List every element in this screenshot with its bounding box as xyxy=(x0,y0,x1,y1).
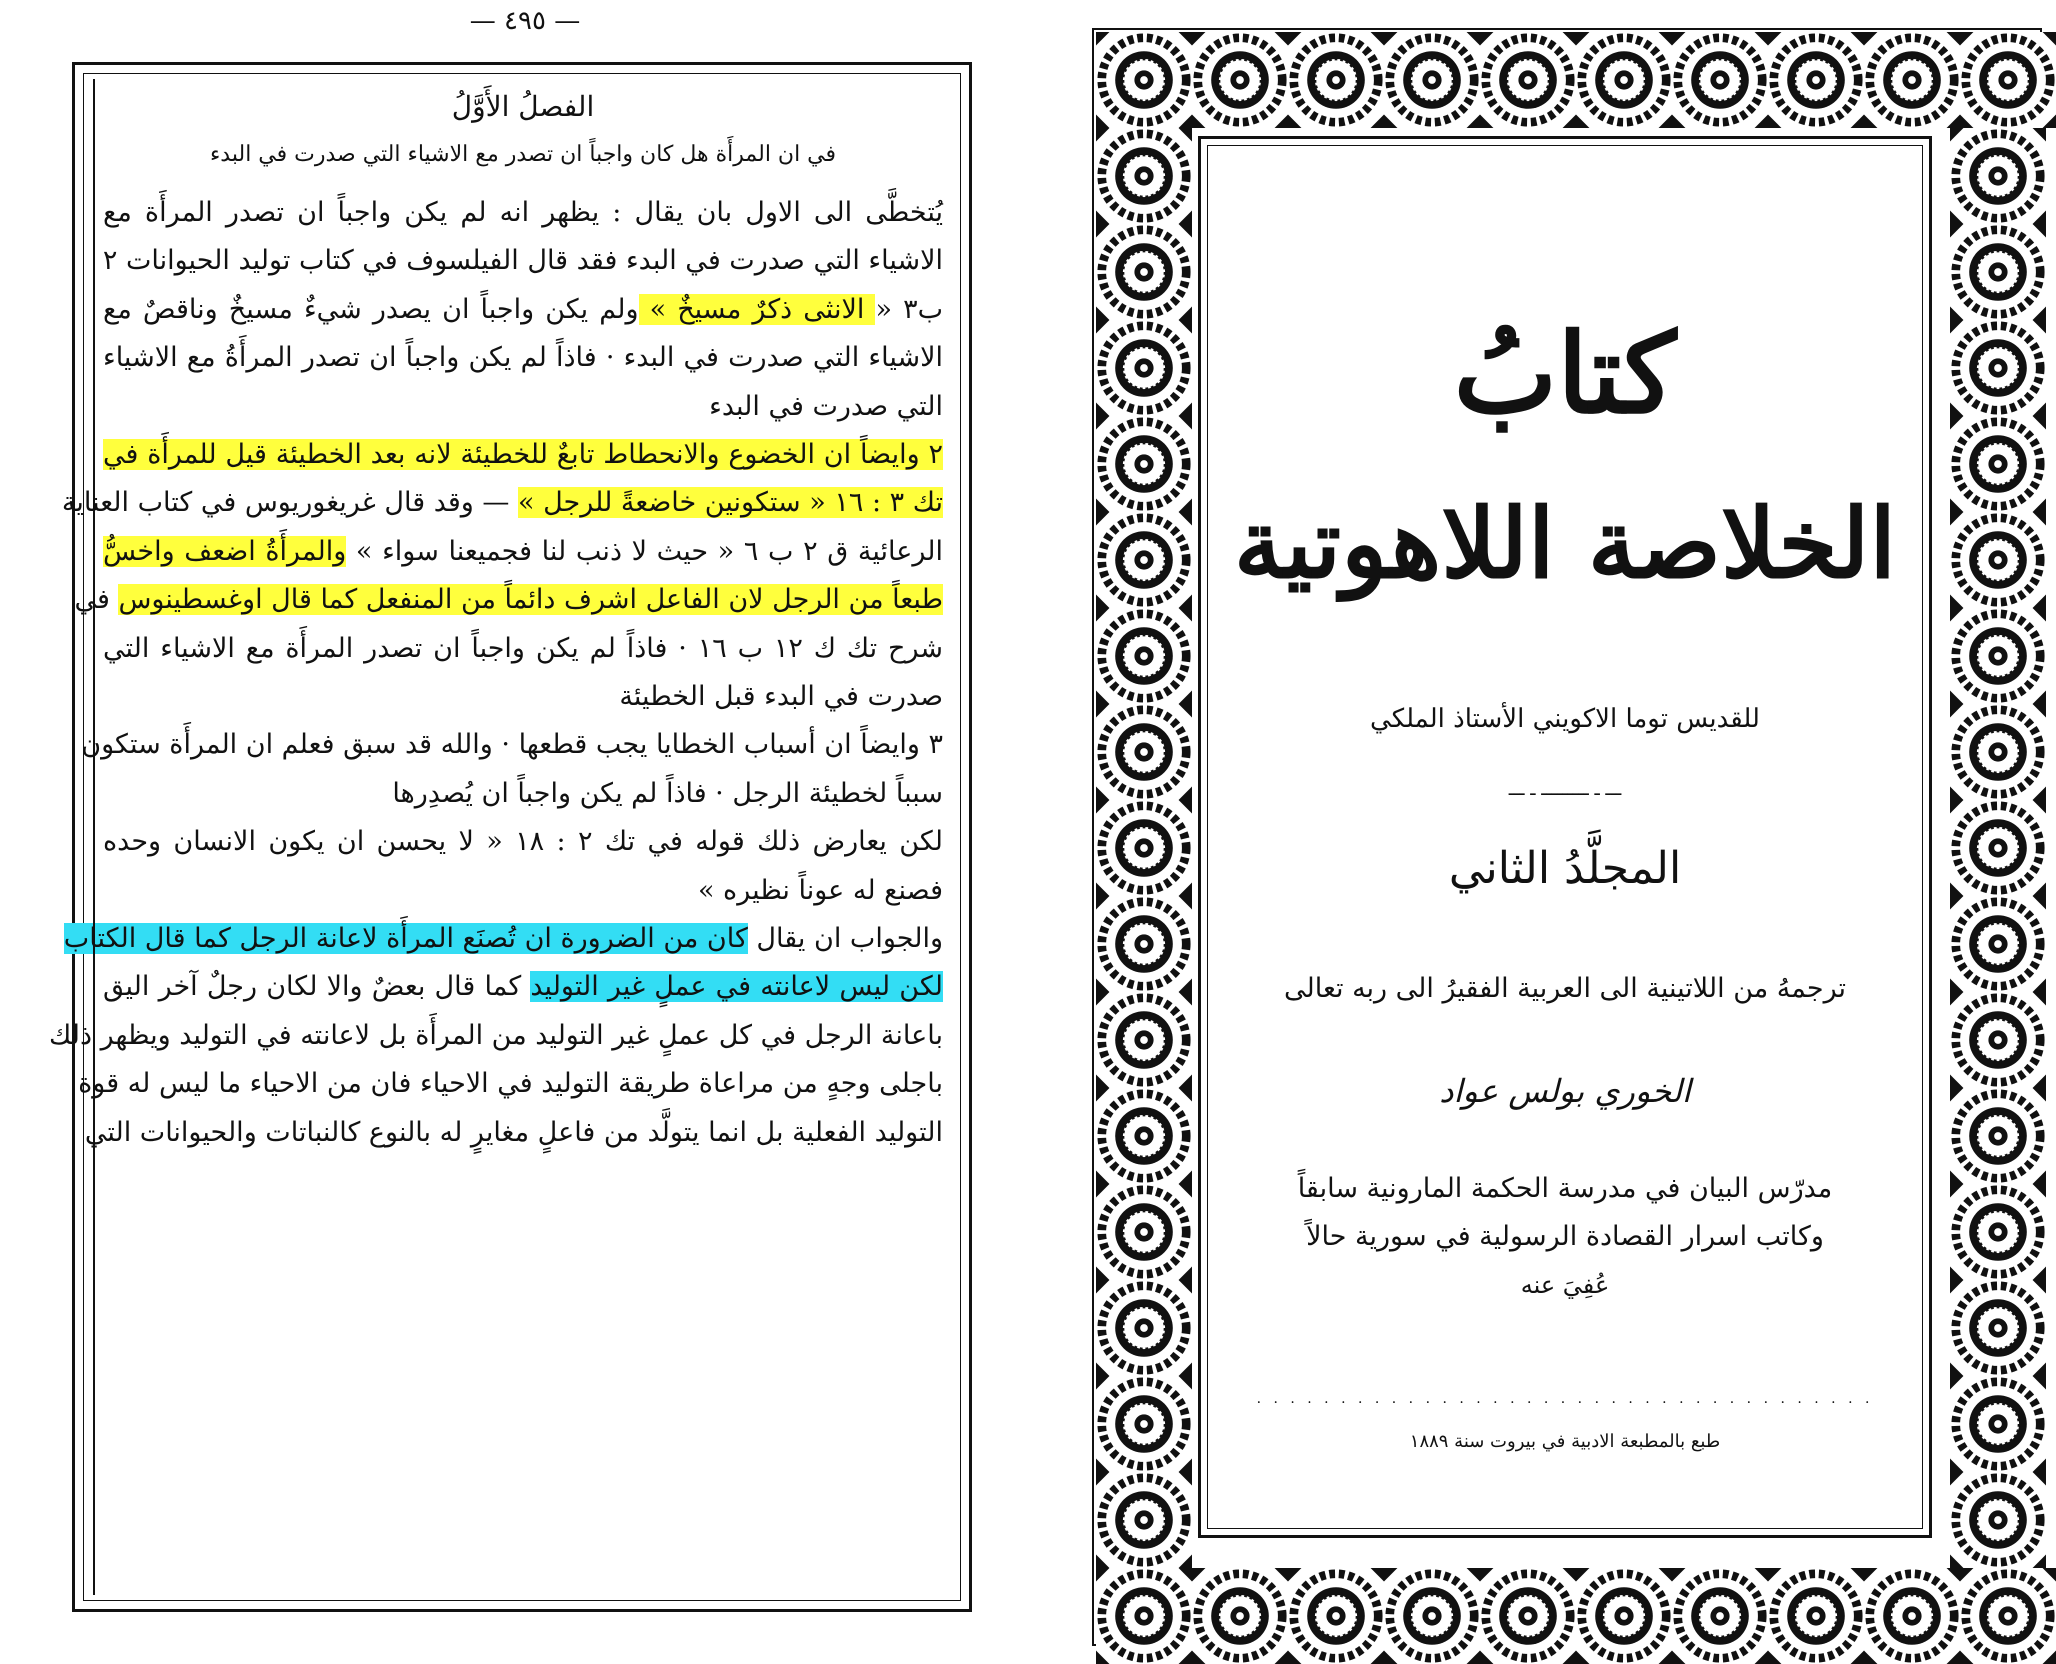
chapter-subtitle: في ان المرأَة هل كان واجباً ان تصدر مع الاشياء التي صدرت في البدء xyxy=(209,142,837,167)
volume-label: المجلَّدُ الثاني xyxy=(1448,843,1682,894)
rosette-ornament xyxy=(1768,32,1864,128)
rosette-ornament xyxy=(1288,1568,1384,1664)
rosette-ornament xyxy=(1768,1568,1864,1664)
separator-dashes: ـــ ـ ـــــــــ ـ ـــ xyxy=(1508,779,1622,800)
book-title: الخلاصة اللاهوتية xyxy=(1233,487,1897,600)
text-segment: ٣ وايضاً ان أسباب الخطايا يجب قطعها · والله قد سبق فعلم ان المرأَة ستكون xyxy=(81,729,943,761)
rosette-ornament xyxy=(1096,992,1192,1088)
rosette-ornament xyxy=(1096,128,1192,224)
rosette-ornament xyxy=(1096,800,1192,896)
translator-name: الخوري بولس عواد xyxy=(1439,1072,1691,1110)
text-line xyxy=(63,915,943,963)
rosette-ornament xyxy=(1950,800,2046,896)
text-segment: التي صدرت في البدء xyxy=(709,390,943,422)
text-line xyxy=(103,673,943,721)
text-line xyxy=(103,867,943,915)
text-segment: سبباً لخطيئة الرجل · فاذاً لم يكن واجباً ان يُصدِرها xyxy=(392,777,943,809)
rosette-ornament xyxy=(1950,1280,2046,1376)
text-segment: صدرت في البدء قبل الخطيئة xyxy=(619,681,943,712)
text-line xyxy=(103,189,943,237)
rosette-ornament xyxy=(1096,224,1192,320)
translation-note: ترجمهُ من اللاتينية الى العربية الفقيرُ الى ربه تعالى xyxy=(1283,973,1846,1004)
rosette-ornament xyxy=(1096,512,1192,608)
translator-position-1: مدرّس البيان في مدرسة الحكمة المارونية سابقاً xyxy=(1297,1173,1833,1204)
text-segment: ب٣ « xyxy=(875,293,943,325)
rosette-ornament xyxy=(1950,128,2046,224)
rosette-ornament xyxy=(1576,1568,1672,1664)
rosette-ornament xyxy=(1096,32,1192,128)
rosette-ornament xyxy=(1672,1568,1768,1664)
rosette-ornament xyxy=(1950,608,2046,704)
text-segment: التوليد الفعلية بل انما يتولَّد من فاعلٍ مغايرٍ له بالنوع كالنباتات والحيوانات التي xyxy=(84,1116,943,1148)
rosette-ornament xyxy=(1096,416,1192,512)
rosette-ornament xyxy=(1950,1088,2046,1184)
title-page xyxy=(1080,14,2048,1654)
text-line xyxy=(103,237,943,285)
page-number: — ٤٩٥ — xyxy=(469,6,581,36)
text-segment: يُتخطَّى الى الاول بان يقال : يظهر انه لم يكن واجباً ان تصدر المرأَة مع xyxy=(103,197,943,228)
rosette-ornament xyxy=(1480,1568,1576,1664)
rosette-ornament xyxy=(1096,704,1192,800)
text-line xyxy=(103,334,943,382)
text-page xyxy=(49,62,972,1612)
rosette-ornament xyxy=(1096,896,1192,992)
text-segment: لكن يعارض ذلك قوله في تك ٢ : ١٨ « لا يحسن ان يكون الانسان وحده xyxy=(103,826,943,858)
highlight-yellow: والمرأَةُ اضعف واخسُّ xyxy=(103,535,347,567)
rosette-ornament xyxy=(1960,1568,2056,1664)
author-line: للقديس توما الاكويني الأستاذ الملكي xyxy=(1370,704,1760,734)
rosette-ornament xyxy=(1950,1376,2046,1472)
rosette-ornament xyxy=(1950,896,2046,992)
text-segment: ولم يكن واجباً ان يصدر شيءٌ مسيخٌ وناقصٌ مع xyxy=(103,293,639,325)
rosette-ornament xyxy=(1192,1568,1288,1664)
highlight-yellow: ٢ وايضاً ان الخضوع والانحطاط تابعٌ للخطيئة لانه بعد الخطيئة قيل للمرأَة في xyxy=(103,439,943,470)
text-segment: كما قال بعضٌ والا لكان رجلٌ آخر اليق xyxy=(103,971,531,1003)
text-segment: — وقد قال غريغوريوس في كتاب العناية xyxy=(61,487,518,519)
rosette-ornament xyxy=(1192,32,1288,128)
text-line xyxy=(103,431,943,479)
rosette-ornament xyxy=(1960,32,2056,128)
highlight-yellow: طبعاً من الرجل لان الفاعل اشرف دائماً من المنفعل كما قال اوغسطينوس xyxy=(118,584,943,616)
rosette-ornament xyxy=(1950,416,2046,512)
text-segment: الرعائية ق ٢ ب ٦ « حيث لا ذنب لنا فجميعنا سواء » xyxy=(346,535,943,567)
rosette-ornament xyxy=(1950,1472,2046,1568)
text-line xyxy=(103,625,943,673)
text-line xyxy=(61,479,943,527)
rosette-ornament xyxy=(1950,992,2046,1088)
rosette-ornament xyxy=(1950,1184,2046,1280)
rosette-ornament xyxy=(1672,32,1768,128)
text-segment: باجلى وجهٍ من مراعاة طريقة التوليد في الاحياء فان من الاحياء ما ليس له قوة xyxy=(78,1068,943,1100)
text-line xyxy=(103,770,943,818)
text-segment: الاشياء التي صدرت في البدء فقد قال الفيلسوف في كتاب توليد الحيوانات ٢ xyxy=(102,245,943,277)
rosette-ornament xyxy=(1384,32,1480,128)
dotted-rule: · · · · · · · · · · · · · · · · · · · · · · · · · · · · · · · · · · · · · xyxy=(1256,1395,1874,1411)
rosette-ornament xyxy=(1096,608,1192,704)
rosette-ornament xyxy=(1950,704,2046,800)
text-line xyxy=(74,576,943,624)
highlight-yellow: الانثى ذكرٌ مسيخٌ » xyxy=(638,293,876,325)
text-line xyxy=(103,383,943,431)
imprint-line: طبع بالمطبعة الادبية في بيروت سنة ١٨٨٩ xyxy=(1409,1431,1721,1452)
text-segment: شرح تك ك ١٢ ب ١٦ · فاذاً لم يكن واجباً ان تصدر المرأَة مع الاشياء التي xyxy=(103,632,943,664)
highlight-yellow: تك ٣ : ١٦ « ستكونين خاضعةً للرجل » xyxy=(518,487,943,519)
text-line xyxy=(103,286,943,334)
rosette-ornament xyxy=(1864,32,1960,128)
chapter-title: الفصلُ الأَوَّلُ xyxy=(451,90,595,123)
highlight-cyan: لكن ليس لاعانته في عملٍ غير التوليد xyxy=(530,971,943,1003)
translator-blessing: عُفِيَ عنه xyxy=(1520,1271,1610,1299)
text-line xyxy=(81,721,943,769)
rosette-ornament xyxy=(1096,1280,1192,1376)
text-segment: الاشياء التي صدرت في البدء · فاذاً لم يكن واجباً ان تصدر المرأَةُ مع الاشياء xyxy=(103,342,943,374)
rosette-ornament xyxy=(1096,1568,1192,1664)
title-kitab: كتابُ xyxy=(1453,309,1677,438)
rosette-ornament xyxy=(1288,32,1384,128)
text-line xyxy=(49,1012,943,1060)
text-line xyxy=(84,1109,943,1157)
text-segment: والجواب ان يقال xyxy=(747,923,943,954)
text-line xyxy=(103,528,943,576)
rosette-ornament xyxy=(1950,512,2046,608)
rosette-ornament xyxy=(1480,32,1576,128)
text-segment: في xyxy=(74,584,119,616)
text-line xyxy=(103,818,943,866)
text-segment: فصنع له عوناً نظيره » xyxy=(697,874,943,906)
page-text-area xyxy=(49,81,943,1591)
text-segment: باعانة الرجل في كل عملٍ غير التوليد من المرأَة بل لاعانته في التوليد ويظهر ذلك xyxy=(49,1019,943,1051)
translator-position-2: وكاتب اسرار القصادة الرسولية في سورية حالاً xyxy=(1306,1221,1824,1252)
rosette-ornament xyxy=(1096,1376,1192,1472)
rosette-ornament xyxy=(1096,1088,1192,1184)
text-line xyxy=(103,963,943,1011)
rosette-ornament xyxy=(1864,1568,1960,1664)
highlight-cyan: كان من الضرورة ان تُصنَع المرأَة لاعانة الرجل كما قال الكتاب xyxy=(63,923,748,954)
rosette-ornament xyxy=(1096,1184,1192,1280)
rosette-ornament xyxy=(1384,1568,1480,1664)
rosette-ornament xyxy=(1950,224,2046,320)
title-panel xyxy=(1198,136,1932,1538)
text-line xyxy=(78,1060,943,1108)
rosette-ornament xyxy=(1576,32,1672,128)
rosette-ornament xyxy=(1096,320,1192,416)
rosette-ornament xyxy=(1950,320,2046,416)
rosette-ornament xyxy=(1096,1472,1192,1568)
